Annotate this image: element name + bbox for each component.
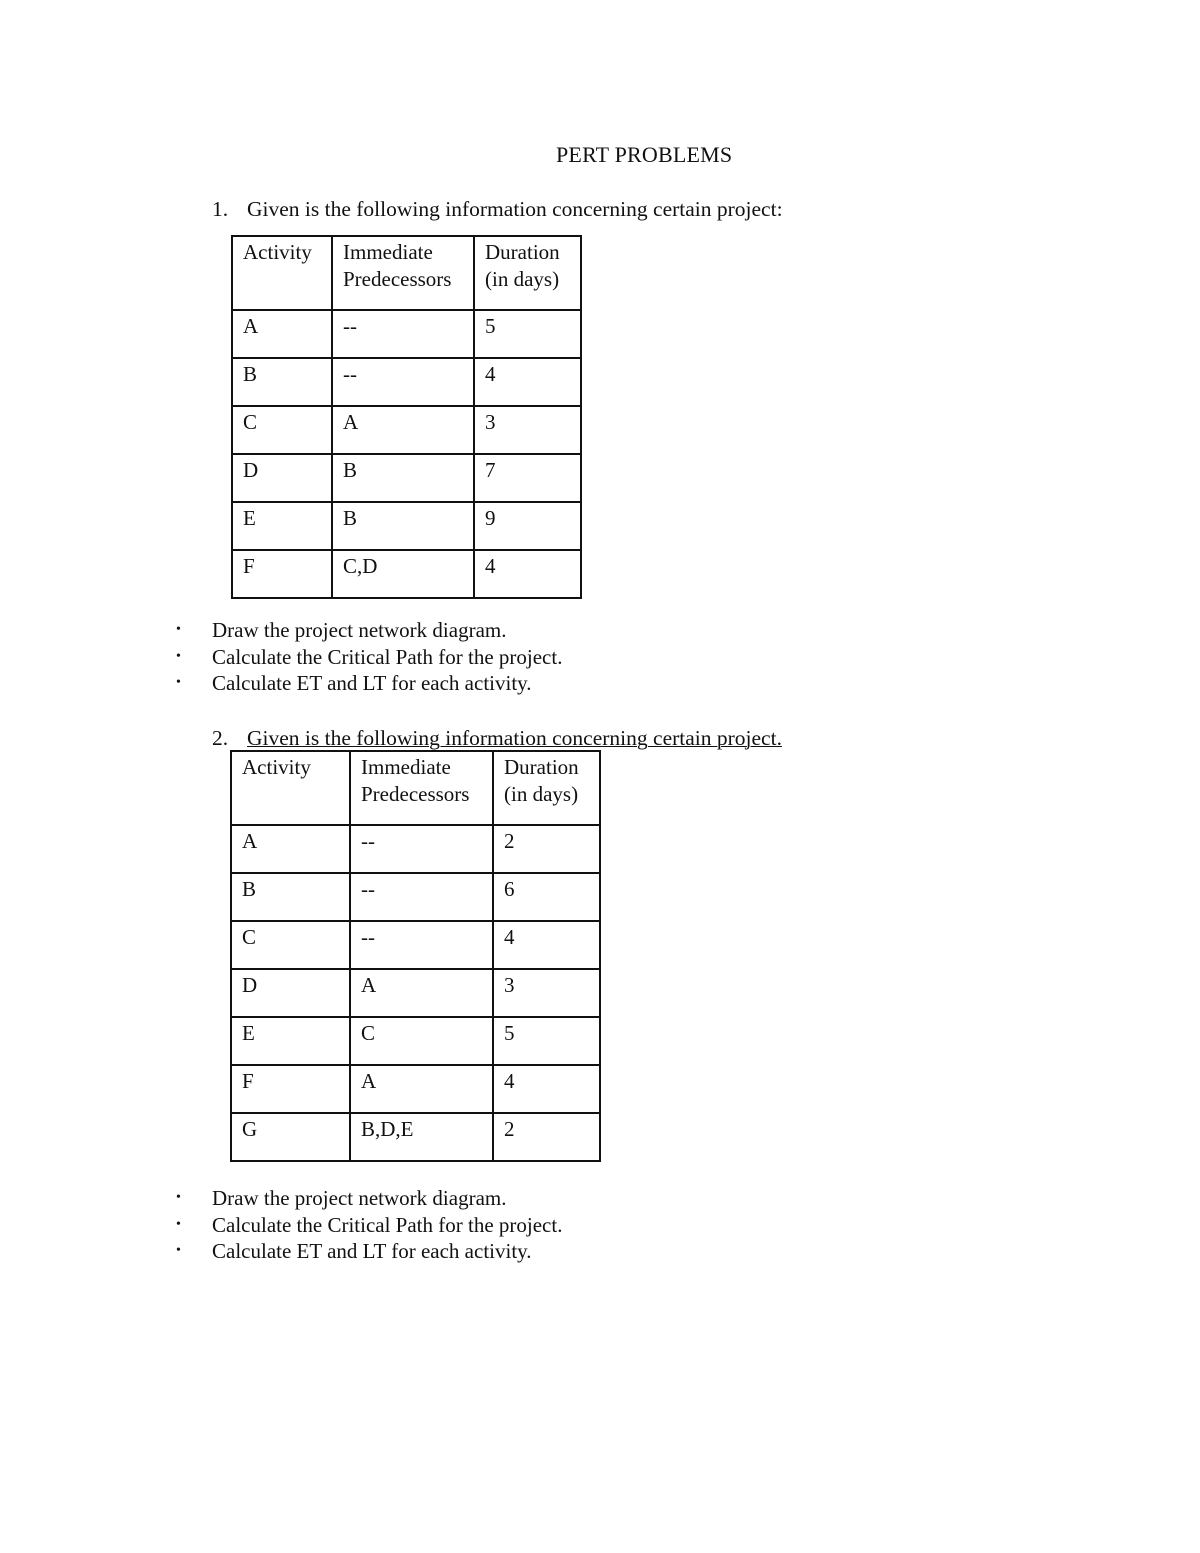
cell-duration: 5 — [493, 1017, 600, 1065]
list-item: • Calculate ET and LT for each activity. — [176, 671, 532, 695]
cell-duration: 3 — [493, 969, 600, 1017]
table-row — [232, 550, 581, 598]
cell-predecessors: -- — [350, 921, 493, 969]
problem-number: 2. — [212, 726, 229, 750]
cell-duration: 2 — [493, 1113, 600, 1161]
cell-activity: E — [232, 502, 332, 550]
table-header-row — [231, 751, 600, 825]
cell-duration: 4 — [474, 550, 581, 598]
cell-activity: D — [232, 454, 332, 502]
cell-activity: F — [232, 550, 332, 598]
header-activity: Activity — [232, 236, 332, 310]
table-row — [231, 873, 600, 921]
cell-predecessors: A — [332, 406, 474, 454]
table-row — [231, 1113, 600, 1161]
cell-activity: C — [231, 921, 350, 969]
cell-predecessors: C,D — [332, 550, 474, 598]
list-item: • Calculate ET and LT for each activity. — [176, 1239, 532, 1263]
table-row — [232, 310, 581, 358]
problem-1-statement — [212, 197, 783, 222]
task-list-2 — [176, 1185, 562, 1265]
problem-2-statement — [212, 726, 782, 751]
table-row — [232, 454, 581, 502]
cell-duration: 3 — [474, 406, 581, 454]
bullet-icon: • — [176, 1216, 181, 1232]
table-row — [232, 502, 581, 550]
table-row — [231, 921, 600, 969]
cell-duration: 6 — [493, 873, 600, 921]
cell-duration: 2 — [493, 825, 600, 873]
cell-activity: F — [231, 1065, 350, 1113]
cell-predecessors: -- — [350, 825, 493, 873]
table-row — [231, 1017, 600, 1065]
cell-predecessors: -- — [332, 358, 474, 406]
table-row — [231, 1065, 600, 1113]
bullet-icon: • — [176, 1243, 181, 1258]
cell-activity: D — [231, 969, 350, 1017]
cell-predecessors: C — [350, 1017, 493, 1065]
header-predecessors: Immediate Predecessors — [332, 236, 474, 310]
cell-duration: 4 — [493, 921, 600, 969]
cell-activity: B — [231, 873, 350, 921]
header-duration: Duration (in days) — [493, 751, 600, 825]
activity-table-1 — [231, 235, 582, 599]
cell-activity: A — [231, 825, 350, 873]
problem-number: 1. — [212, 197, 229, 221]
cell-predecessors: A — [350, 1065, 493, 1113]
cell-activity: E — [231, 1017, 350, 1065]
table-row — [231, 825, 600, 873]
table-row — [231, 969, 600, 1017]
page-title: PERT PROBLEMS — [556, 142, 733, 167]
cell-predecessors: B,D,E — [350, 1113, 493, 1161]
bullet-icon: • — [176, 675, 181, 690]
activity-table-2 — [230, 750, 601, 1162]
cell-predecessors: -- — [332, 310, 474, 358]
list-item: • Calculate the Critical Path for the project. — [176, 1212, 563, 1237]
cell-duration: 9 — [474, 502, 581, 550]
cell-activity: B — [232, 358, 332, 406]
bullet-icon: • — [176, 622, 181, 637]
list-item: • Calculate the Critical Path for the project. — [176, 644, 563, 669]
cell-activity: G — [231, 1113, 350, 1161]
cell-duration: 4 — [474, 358, 581, 406]
list-item: • Draw the project network diagram. — [176, 1186, 507, 1210]
bullet-icon: • — [176, 648, 181, 664]
header-predecessors: Immediate Predecessors — [350, 751, 493, 825]
table-row — [232, 358, 581, 406]
cell-duration: 5 — [474, 310, 581, 358]
header-duration: Duration (in days) — [474, 236, 581, 310]
cell-predecessors: B — [332, 454, 474, 502]
cell-predecessors: -- — [350, 873, 493, 921]
problem-intro: Given is the following information concerning certain project. — [247, 726, 782, 750]
list-item: • Draw the project network diagram. — [176, 618, 507, 642]
problem-intro: Given is the following information concerning certain project: — [247, 197, 783, 221]
cell-predecessors: B — [332, 502, 474, 550]
cell-predecessors: A — [350, 969, 493, 1017]
cell-activity: A — [232, 310, 332, 358]
header-activity: Activity — [231, 751, 350, 825]
table-header-row — [232, 236, 581, 310]
cell-activity: C — [232, 406, 332, 454]
cell-duration: 7 — [474, 454, 581, 502]
bullet-icon: • — [176, 1190, 181, 1205]
table-row — [232, 406, 581, 454]
cell-duration: 4 — [493, 1065, 600, 1113]
task-list-1 — [176, 617, 562, 697]
